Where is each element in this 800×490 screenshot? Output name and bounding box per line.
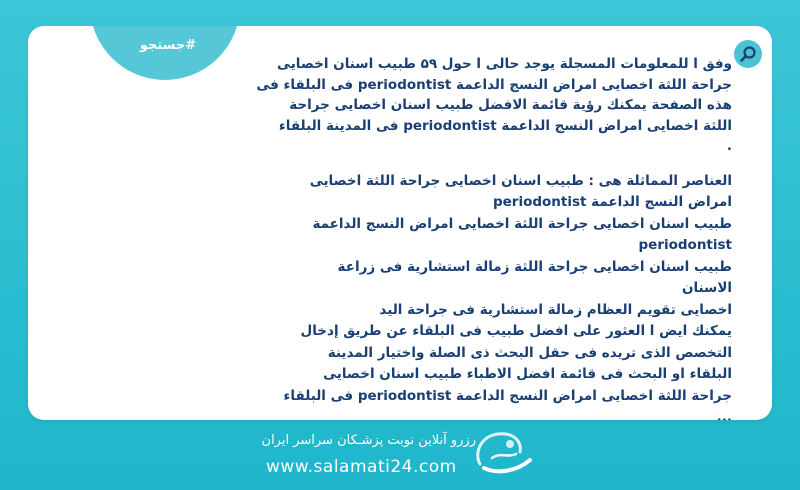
salamati-logo-icon bbox=[470, 424, 540, 480]
result-card bbox=[28, 26, 772, 420]
similar-line: ... bbox=[716, 409, 732, 420]
similar-line: التخصص الذی تريده فی حقل البحث ذی الصلة واختيار المدينة bbox=[327, 344, 732, 361]
tag-bubble bbox=[90, 26, 240, 80]
similar-line: البلقاء او البحث فی قائمة افضل الاطباء طبيب اسنان اخصايی bbox=[323, 366, 732, 382]
intro-line: جراحة اللثة اخصايی امراض النسج الداعمة periodontist فی البلقاء فی bbox=[256, 76, 732, 93]
similar-line: العناصر المماثلة هی : طبيب اسنان اخصايی جراحة اللثة اخصايی bbox=[309, 172, 732, 189]
footer-tagline: رزرو آنلاین نوبت پزشـکان سراسر ایران bbox=[261, 433, 476, 448]
search-tag[interactable]: #جستجو bbox=[139, 38, 197, 53]
intro-line: . bbox=[726, 138, 732, 154]
similar-items bbox=[283, 171, 732, 421]
search-icon bbox=[739, 45, 757, 63]
intro-line: هذه الصفحة يمكنك رؤية قائمة الافضل طبيب اسنان اخصايی جراحة bbox=[289, 97, 732, 113]
similar-line: اخصايی تقويم العظام زمالة استشارية فی جراحة اليد bbox=[379, 301, 732, 318]
similar-line: طبيب اسنان اخصايی جراحة اللثة زمالة استشارية فی زراعة bbox=[337, 258, 732, 275]
similar-line: periodontist bbox=[638, 237, 732, 253]
similar-line: الاسنان bbox=[681, 280, 732, 296]
similar-line: يمكنك ايض ا العثور علی افضل طبيب فی البلقاء عن طريق إدخال bbox=[300, 323, 732, 339]
intro-line: وفق ا للمعلومات المسجلة يوجد حالی ا حول ۵۹ طبيب اسنان اخصايی bbox=[277, 56, 732, 72]
similar-line: طبيب اسنان اخصايی جراحة اللثة اخصايی امراض النسج الداعمة bbox=[312, 215, 732, 232]
similar-line: جراحة اللثة اخصايی امراض النسج الداعمة periodontist فی البلقاء bbox=[283, 387, 732, 404]
intro-paragraph bbox=[256, 54, 732, 157]
footer-url[interactable]: www.salamati24.com bbox=[266, 457, 457, 477]
intro-line: اللثة اخصايی امراض النسج الداعمة periodontist فی المدينة البلقاء bbox=[278, 117, 732, 134]
search-button[interactable] bbox=[734, 40, 762, 68]
similar-line: امراض النسج الداعمة periodontist bbox=[492, 194, 732, 210]
content bbox=[256, 54, 732, 420]
